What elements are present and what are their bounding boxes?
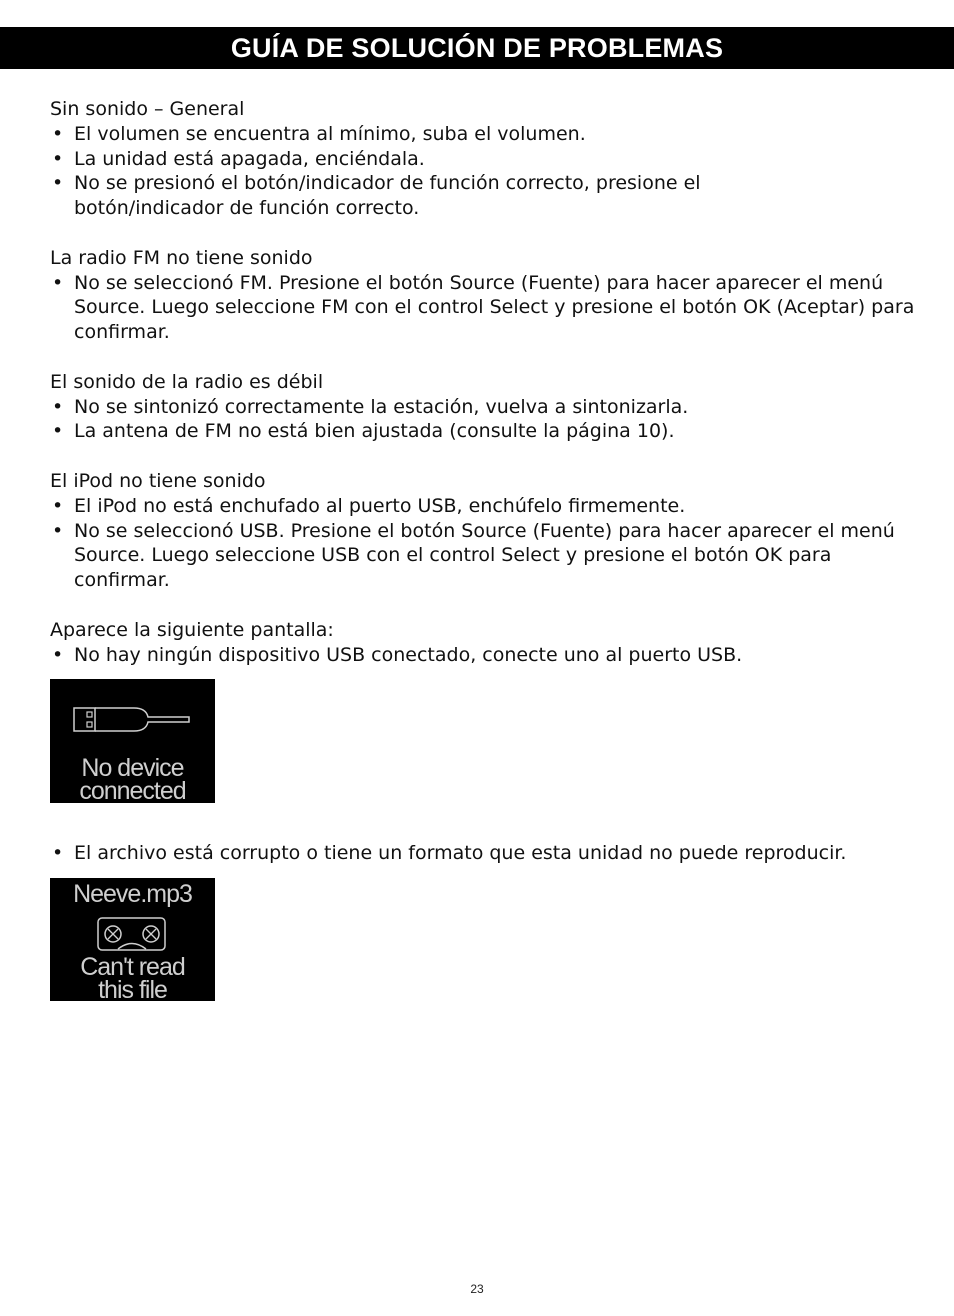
list-item-text: No se seleccionó FM. Presione el botón Source (Fuente) para hacer aparecer el menú Source. Luego seleccione FM con el control Select y presione el botón OK (Aceptar) para confirmar. [74, 271, 915, 344]
cant-read-screen [50, 878, 215, 1005]
section-screen-shown [50, 618, 920, 804]
section-heading: El sonido de la radio es débil [50, 370, 324, 393]
spacer [50, 803, 920, 841]
screen-line: No device [81, 754, 184, 783]
list-item-text: La unidad está apagada, enciéndala. [74, 147, 425, 170]
list-item-text: El archivo está corrupto o tiene un formato que esta unidad no puede reproducir. [74, 842, 847, 865]
section-heading: El iPod no tiene sonido [50, 469, 266, 492]
bullet: • [52, 147, 64, 170]
bullet: • [52, 420, 64, 443]
bullet: • [52, 172, 64, 195]
screen-line: connected [79, 777, 186, 806]
no-device-screen [50, 679, 215, 806]
usb-plug-icon [50, 679, 215, 739]
bullet: • [52, 519, 64, 542]
screen-filename: Neeve.mp3 [73, 880, 192, 909]
bullet-list [50, 494, 920, 593]
list-item [50, 147, 920, 172]
list-item [50, 519, 924, 593]
list-item [50, 643, 920, 668]
list-item-text: El iPod no está enchufado al puerto USB, enchúfelo firmemente. [74, 494, 686, 517]
bullet: • [52, 395, 64, 418]
list-item-text: El volumen se encuentra al mínimo, suba el volumen. [74, 122, 586, 145]
list-item [50, 171, 764, 221]
bullet: • [52, 122, 64, 145]
section-heading: Sin sonido – General [50, 98, 245, 120]
bullet-list [50, 395, 920, 445]
list-item [50, 271, 919, 345]
sad-tape-icon [50, 916, 215, 956]
list-item [50, 122, 920, 147]
list-item [50, 395, 920, 420]
section-fm-no-sound [50, 246, 920, 345]
bullet-list [50, 841, 920, 866]
section-heading: La radio FM no tiene sonido [50, 246, 313, 269]
page-number: 23 [470, 1282, 484, 1296]
section-no-sound-general [50, 97, 920, 221]
list-item-text: No se seleccionó USB. Presione el botón Source (Fuente) para hacer aparecer el menú Source. Luego seleccione USB con el control Select y presione el botón OK para confirmar. [74, 519, 895, 592]
list-item-text: No se presionó el botón/indicador de función correcto, presione el botón/indicador de función correcto. [74, 172, 701, 220]
section-ipod-no-sound [50, 469, 920, 593]
troubleshooting-content [50, 97, 920, 1005]
bullet: • [52, 271, 64, 294]
list-item-text: La antena de FM no está bien ajustada (consulte la página 10). [74, 420, 675, 443]
screen-line: Can't read [80, 953, 185, 982]
section-heading: Aparece la siguiente pantalla: [50, 618, 334, 641]
bullet: • [52, 494, 64, 517]
bullet: • [52, 643, 64, 666]
list-item-text: No hay ningún dispositivo USB conectado, conecte uno al puerto USB. [74, 643, 743, 666]
list-item [50, 841, 920, 866]
list-item [50, 494, 920, 519]
title-bar [0, 27, 954, 69]
bullet-list [50, 271, 920, 345]
bullet-list [50, 643, 920, 668]
bullet-list [50, 122, 920, 221]
list-item [50, 419, 920, 444]
page-title: GUÍA DE SOLUCIÓN DE PROBLEMAS [230, 32, 724, 63]
section-weak-radio [50, 370, 920, 444]
screen-line: this file [98, 976, 167, 1005]
list-item-text: No se sintonizó correctamente la estación, vuelva a sintonizarla. [74, 395, 689, 418]
bullet: • [52, 842, 64, 865]
